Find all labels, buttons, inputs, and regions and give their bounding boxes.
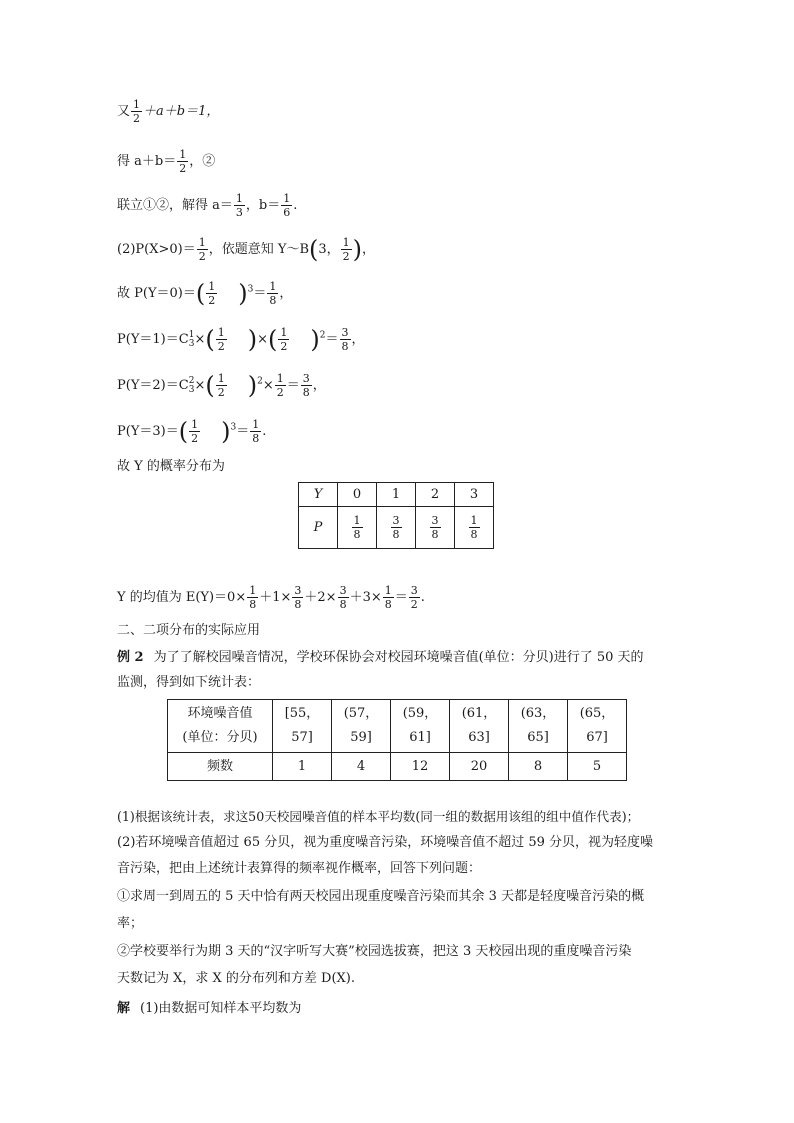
text: 联立①②，解得 a＝ (117, 198, 233, 213)
question-3-line-2: 率； (117, 916, 144, 931)
fraction (250, 418, 261, 445)
text: (2)P(X>0)＝ (117, 242, 196, 257)
text: . (293, 198, 298, 213)
denominator: 8 (392, 528, 400, 541)
fraction (278, 326, 289, 353)
numerator: 1 (269, 280, 277, 293)
numerator: 1 (252, 418, 260, 431)
table-cell (455, 507, 494, 549)
table-cell: 12 (391, 753, 450, 781)
numerator: 1 (133, 98, 141, 111)
text: Y 的均值为 E(Y)＝0× (117, 590, 247, 605)
header-cell (168, 700, 273, 753)
text: ，② (189, 154, 216, 169)
fraction (177, 148, 188, 175)
left-paren: ( (205, 371, 215, 400)
numerator: 3 (410, 584, 418, 597)
denominator: 2 (217, 386, 225, 399)
interval-start: [55， (284, 706, 320, 721)
text: ， (362, 242, 376, 257)
table-cell: 20 (450, 753, 509, 781)
eq-line-8 (117, 418, 266, 445)
fraction (247, 584, 258, 611)
text: ＋1× (259, 590, 292, 605)
fraction (267, 280, 278, 307)
row-label: Y (299, 483, 338, 507)
text: P(Y＝3)＝ (117, 424, 179, 439)
subscript: 3 (188, 384, 195, 395)
text: ＝ (286, 378, 300, 393)
interval-start: (57， (343, 706, 379, 721)
denominator: 3 (235, 206, 243, 219)
interval-cell (273, 700, 332, 753)
left-paren: ( (205, 325, 215, 354)
question-3-line-1: ①求周一到周五的 5 天中恰有两天校园出现重度噪音污染而其余 3 天都是轻度噪音污染的概 (117, 889, 645, 904)
table-row (168, 753, 627, 781)
table-row (299, 483, 494, 507)
numerator: 3 (294, 584, 302, 597)
right-paren: ) (310, 325, 320, 354)
eq-line-1 (117, 98, 219, 125)
section-heading: 二、二项分布的实际应用 (117, 623, 261, 638)
text: . (262, 424, 267, 439)
text: × (194, 332, 206, 347)
right-paren: ) (221, 417, 231, 446)
question-1: (1)根据该统计表，求这50天校园噪音值的样本平均数(同一组的数据用该组的组中值作代表)； (117, 809, 640, 824)
interval-cell (568, 700, 627, 753)
denominator: 8 (252, 432, 260, 445)
text: 故 P(Y＝0)＝ (117, 286, 196, 301)
header-line: (单位：分贝) (182, 730, 258, 745)
left-paren: ( (309, 235, 319, 264)
fraction (383, 584, 394, 611)
solution-label: 解 (117, 1001, 131, 1016)
interval-end: 61] (409, 730, 431, 745)
exponent: 3 (247, 284, 254, 295)
denominator: 8 (302, 386, 310, 399)
noise-table (167, 699, 627, 781)
numerator: 1 (217, 372, 225, 385)
denominator: 2 (208, 294, 216, 307)
denominator: 8 (294, 598, 302, 611)
numerator: 1 (208, 280, 216, 293)
fraction (340, 326, 351, 353)
right-paren: ) (238, 279, 248, 308)
numerator: 1 (384, 584, 392, 597)
right-paren: ) (352, 235, 363, 264)
left-paren: ( (268, 325, 278, 354)
text: ， (312, 378, 326, 393)
text: ＝ (253, 286, 267, 301)
table-cell: 3 (455, 483, 494, 507)
text: × (262, 378, 274, 393)
fraction (338, 584, 349, 611)
eq-line-5 (117, 280, 292, 307)
numerator: 1 (342, 236, 350, 249)
expectation-line (117, 584, 425, 611)
text: 又 (117, 104, 131, 119)
interval-start: (65， (579, 706, 615, 721)
table-cell: 5 (568, 753, 627, 781)
exponent: 3 (230, 422, 237, 433)
numerator: 3 (339, 584, 347, 597)
table-cell: 1 (273, 753, 332, 781)
text: ＝ (325, 332, 339, 347)
table-cell: 1 (377, 483, 416, 507)
numerator: 3 (392, 514, 400, 527)
right-paren: ) (247, 325, 258, 354)
text: ，依题意知 Y～B (208, 242, 310, 257)
row-label: 频数 (168, 753, 273, 781)
subscript: 3 (188, 338, 195, 349)
numerator: 3 (431, 514, 439, 527)
header-line: 环境噪音值 (187, 706, 253, 721)
left-paren: ( (195, 279, 206, 308)
superscript: 1 (188, 329, 195, 340)
interval-end: 57] (291, 730, 313, 745)
table-cell: 0 (338, 483, 377, 507)
denominator: 8 (339, 598, 347, 611)
fraction (409, 584, 420, 611)
numerator: 3 (341, 326, 349, 339)
numerator: 1 (235, 192, 243, 205)
numerator: 1 (179, 148, 187, 161)
text: 3， (318, 242, 340, 257)
fraction (275, 372, 286, 399)
interval-end: 59] (350, 730, 372, 745)
text: ＋a＋b＝1， (143, 104, 220, 119)
fraction (216, 326, 227, 353)
fraction (216, 372, 227, 399)
denominator: 8 (470, 528, 478, 541)
table-cell (338, 507, 377, 549)
fraction (341, 236, 352, 263)
text: ， (351, 332, 365, 347)
exponent: 2 (319, 330, 326, 341)
numerator: 1 (283, 192, 291, 205)
interval-cell (391, 700, 450, 753)
numerator: 1 (353, 514, 361, 527)
question-2-line-1: (2)若环境噪音值超过 65 分贝，视为重度噪音污染，环境噪音值不超过 59 分贝，视为轻度噪 (117, 835, 654, 850)
interval-start: (61， (461, 706, 497, 721)
numerator: 1 (280, 326, 288, 339)
fraction (189, 418, 200, 445)
table-cell (416, 507, 455, 549)
text: ＋2× (304, 590, 337, 605)
eq-line-3 (117, 192, 297, 219)
right-paren: ) (247, 371, 258, 400)
text: 为了了解校园噪音情况，学校环保协会对校园环境噪音值(单位：分贝)进行了 50 天的 (153, 650, 644, 665)
denominator: 2 (217, 340, 225, 353)
exponent: 2 (257, 376, 263, 387)
interval-end: 67] (586, 730, 608, 745)
text: . (420, 590, 425, 605)
fraction (234, 192, 245, 219)
numerator: 1 (198, 236, 206, 249)
solution-line (117, 1000, 301, 1018)
text: ＝ (394, 590, 408, 605)
text: × (257, 332, 268, 347)
text: 得 a＋b＝ (117, 154, 177, 169)
left-paren: ( (178, 417, 189, 446)
eq-line-4 (117, 236, 375, 263)
interval-end: 65] (527, 730, 549, 745)
text: × (194, 378, 206, 393)
denominator: 2 (191, 432, 199, 445)
question-2-line-2: 音污染，把由上述统计表算得的频率视作概率，回答下列问题： (117, 861, 482, 876)
interval-cell (509, 700, 568, 753)
denominator: 2 (410, 598, 418, 611)
superscript: 2 (188, 375, 195, 386)
fraction (197, 236, 208, 263)
text: ， (279, 286, 293, 301)
example-line-1 (117, 649, 644, 667)
table-cell: 4 (332, 753, 391, 781)
text: ＋3× (349, 590, 382, 605)
numerator: 1 (276, 372, 284, 385)
fraction (292, 584, 303, 611)
table-row (299, 507, 494, 549)
denominator: 2 (179, 162, 187, 175)
denominator: 2 (276, 386, 284, 399)
numerator: 1 (470, 514, 478, 527)
table-cell (377, 507, 416, 549)
fraction (281, 192, 292, 219)
eq-line-6 (117, 326, 365, 353)
fraction (301, 372, 312, 399)
interval-cell (332, 700, 391, 753)
denominator: 6 (283, 206, 291, 219)
row-label: P (299, 507, 338, 549)
question-4-line-2: 天数记为 X，求 X 的分布列和方差 D(X). (117, 971, 355, 986)
denominator: 8 (431, 528, 439, 541)
text: ，b＝ (245, 198, 281, 213)
table-row (168, 700, 627, 753)
text: ＝ (236, 424, 250, 439)
numerator: 1 (249, 584, 257, 597)
text: P(Y＝2)＝C (117, 378, 189, 393)
fraction (206, 280, 217, 307)
example-line-2: 监测，得到如下统计表： (117, 675, 261, 690)
denominator: 2 (280, 340, 288, 353)
question-4-line-1: ②学校要举行为期 3 天的“汉字听写大赛”校园选拔赛，把这 3 天校园出现的重度噪音污染 (117, 944, 632, 959)
fraction (131, 98, 142, 125)
denominator: 2 (133, 112, 141, 125)
eq-line-2 (117, 148, 215, 175)
denominator: 8 (341, 340, 349, 353)
denominator: 8 (384, 598, 392, 611)
interval-start: (63， (520, 706, 556, 721)
dist-intro: 故 Y 的概率分布为 (117, 459, 225, 474)
denominator: 8 (269, 294, 277, 307)
table-cell: 8 (509, 753, 568, 781)
interval-end: 63] (468, 730, 490, 745)
denominator: 8 (353, 528, 361, 541)
interval-start: (59， (402, 706, 438, 721)
interval-cell (450, 700, 509, 753)
denominator: 8 (249, 598, 257, 611)
text: P(Y＝1)＝C (117, 332, 189, 347)
example-label: 例 2 (117, 650, 144, 665)
table-cell: 2 (416, 483, 455, 507)
eq-line-7 (117, 372, 326, 399)
denominator: 2 (342, 250, 350, 263)
numerator: 1 (217, 326, 225, 339)
distribution-table (298, 482, 494, 549)
numerator: 3 (302, 372, 310, 385)
numerator: 1 (191, 418, 199, 431)
denominator: 2 (198, 250, 206, 263)
text: (1)由数据可知样本平均数为 (140, 1001, 302, 1016)
